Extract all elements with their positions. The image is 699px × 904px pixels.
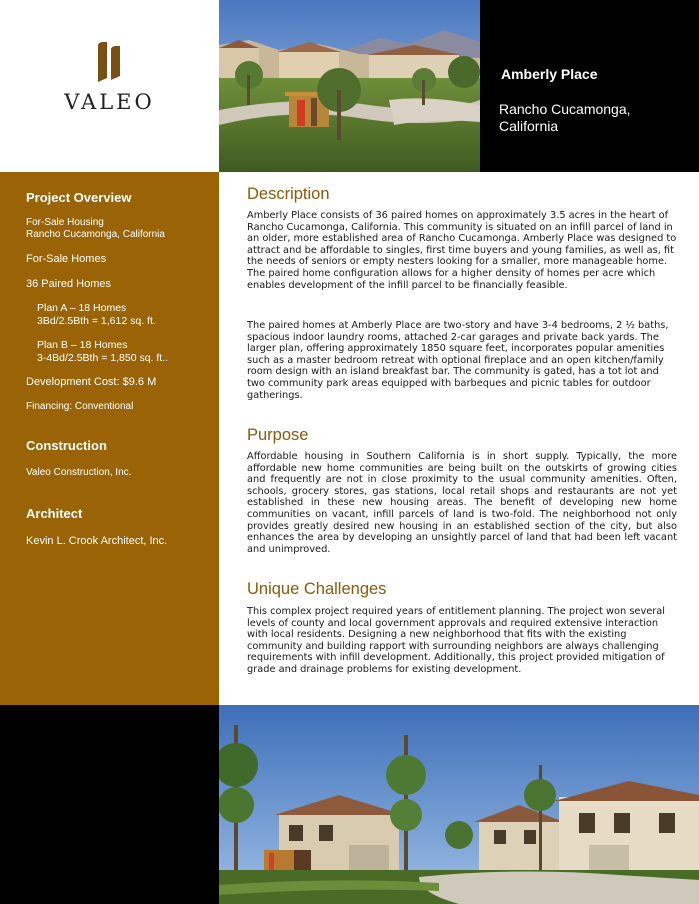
- construction-value: Valeo Construction, Inc.: [26, 467, 132, 478]
- challenges-paragraph: This complex project required years of entitlement planning. The project won several levels of county and local government approvals and required extensive interaction with local residents. Designing a new neighborhood that fits with the existing community and building rapport with surrounding neighbors are always challenging requirements with infill development. Additionally, this project provided mitigation of grade and drainage problems for existing development.: [247, 606, 666, 675]
- purpose-paragraph: Affordable housing in Southern California is in short supply. Typically, the more affordable new home communities are being built on the outskirts of growing cities and frequently are not in close proximity to the usual community amenities. Often, schools, grocery stores, gas stations, local retail shops and restaurants are not yet established in these new housing areas. The benefit of developing new home communities on vacant, infill parcels of land is two-fold. The neighborhood not only provides greatly desired new housing in an established section of the city, but also enhances the area by developing an unsightly parcel of land that had been left vacant and unimproved.: [247, 451, 677, 555]
- overview-heading: Project Overview: [26, 190, 132, 205]
- development-cost: Development Cost: $9.6 M: [26, 376, 157, 388]
- description-heading: Description: [247, 185, 330, 203]
- for-sale-homes: For-Sale Homes: [26, 253, 107, 265]
- architect-heading: Architect: [26, 506, 83, 521]
- description-paragraph-2: The paired homes at Amberly Place are two-story and have 3-4 bedrooms, 2 ½ baths, spacious indoor laundry rooms, attached 2-car garages and private back yards. The larger plan, offering approximately 1850 square feet, incorporates popular amenities such as a master bedroom retreat with optional fireplace and an open kitchen/family room design with an island breakfast bar. The community is gated, has a tot lot and two community park areas equipped with barbeques and picnic tables for outdoor gatherings.: [247, 320, 669, 401]
- challenges-heading: Unique Challenges: [247, 580, 387, 598]
- construction-heading: Construction: [26, 438, 107, 453]
- logo-panel: [0, 0, 219, 172]
- plan-b-detail: 3-4Bd/2.5Bth = 1,850 sq. ft..: [37, 352, 169, 364]
- description-paragraph-1: Amberly Place consists of 36 paired homes on approximately 3.5 acres in the heart of Rancho Cucamonga, California. This community is situated on an infill parcel of land in an older, more established area of Rancho Cucamonga. Amberly Place was designed to attract and be affordable to singles, first time buyers and young families, as well as, fit the needs of seniors or empty nesters looking for a smaller, more manageable home. The paired home configuration allows for a higher density of homes per acre which enables development of the infill parcel to be financially feasible.: [247, 210, 677, 291]
- plan-a-title: Plan A – 18 Homes: [37, 302, 127, 314]
- overview-type: For-Sale Housing: [26, 217, 104, 228]
- financing: Financing: Conventional: [26, 401, 134, 412]
- purpose-heading: Purpose: [247, 426, 309, 444]
- paired-homes: 36 Paired Homes: [26, 278, 111, 290]
- brand-name: VALEO: [64, 90, 155, 114]
- architect-value: Kevin L. Crook Architect, Inc.: [26, 535, 168, 547]
- project-location: Rancho Cucamonga, California: [499, 101, 631, 134]
- hero-photo: [219, 0, 480, 172]
- bottom-black-panel: [0, 705, 219, 904]
- overview-city: Rancho Cucamonga, California: [26, 229, 165, 240]
- bottom-photo: [219, 705, 699, 904]
- plan-a-detail: 3Bd/2.5Bth = 1,612 sq. ft.: [37, 315, 156, 327]
- project-sidebar: [0, 172, 219, 705]
- plan-b-title: Plan B – 18 Homes: [37, 339, 128, 351]
- title-panel: [480, 0, 699, 172]
- valeo-logo-mark: [95, 40, 123, 84]
- project-title: Amberly Place: [501, 66, 598, 82]
